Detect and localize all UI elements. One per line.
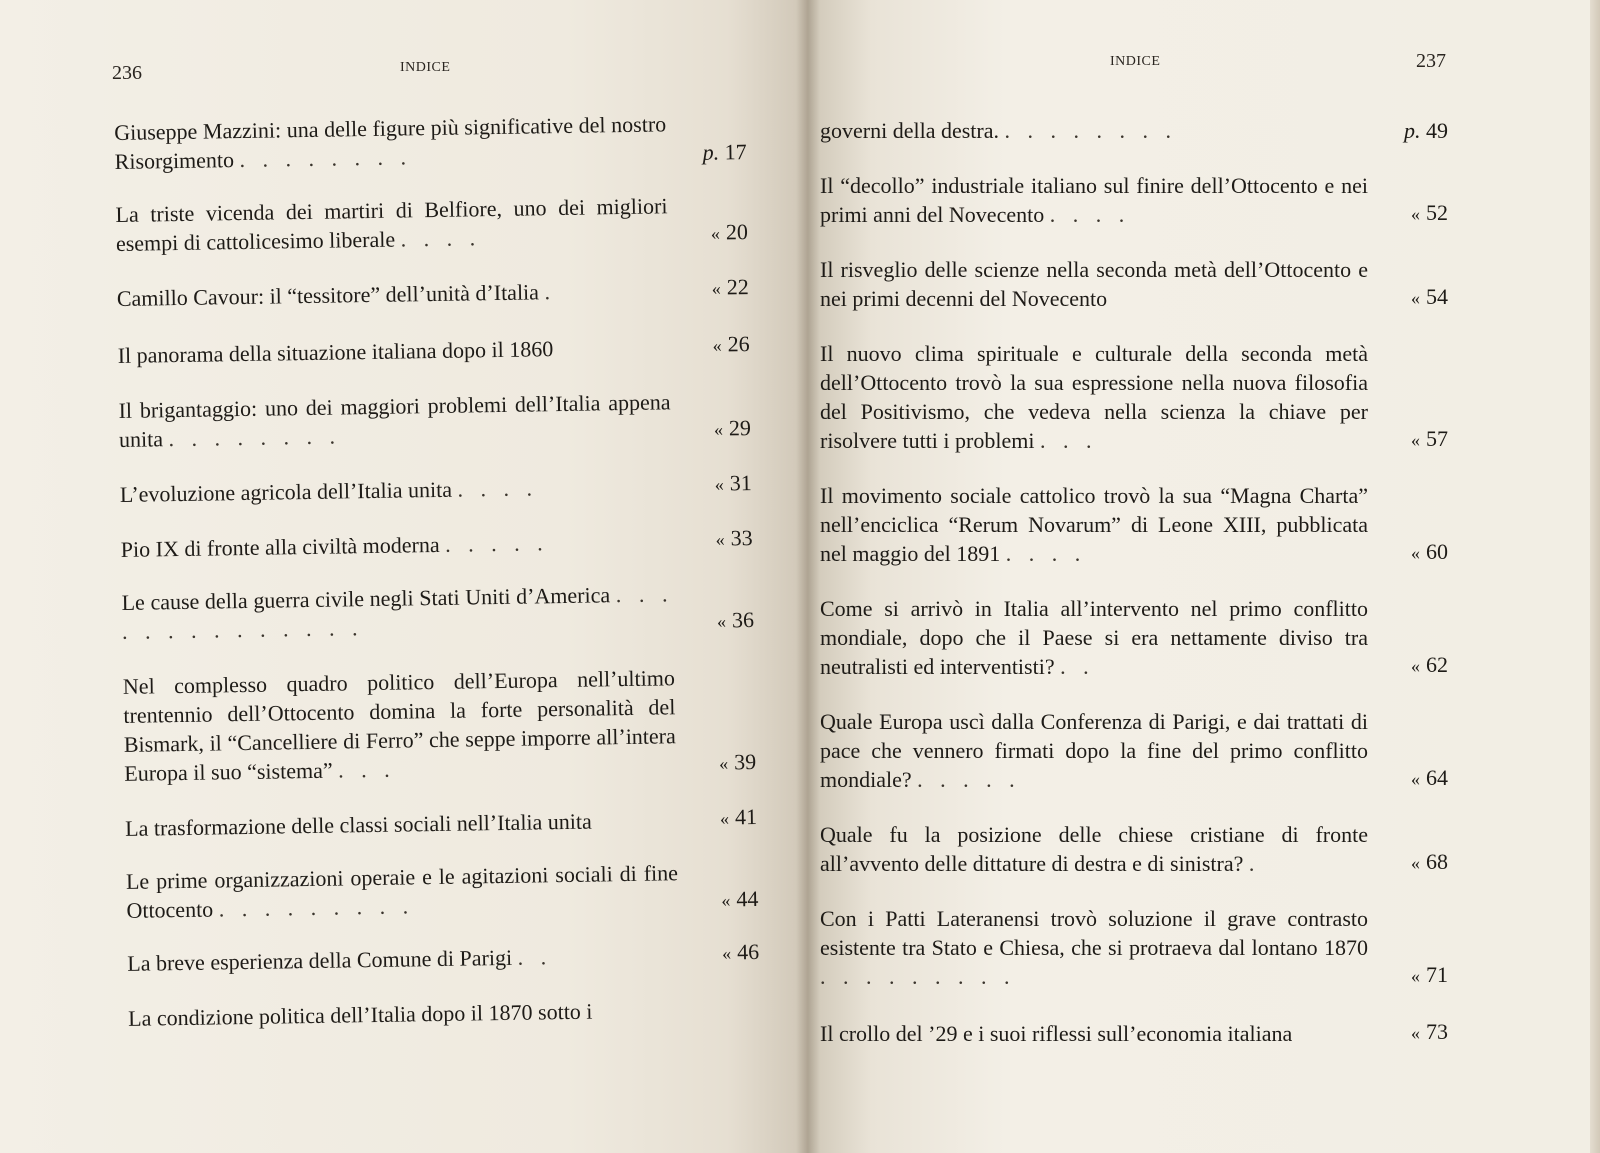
left-toc-list bbox=[114, 108, 760, 1033]
toc-entry: La breve esperienza della Comune di Parigi . . « 46 bbox=[127, 938, 760, 976]
toc-entry: Le prime organizzazioni operaie e le agitazioni sociali di fine Ottocento . . . . . . . . . « 44 bbox=[125, 860, 759, 923]
right-running-head: INDICE bbox=[1110, 54, 1161, 69]
page-edge bbox=[1590, 0, 1600, 1153]
toc-entry: Il nuovo clima spirituale e culturale della seconda metà dell’Ottocento trovò la sua espressione nella nuova filosofia del Positivismo, che vedeva nella scienza la chiave per risolvere tutti i problemi . . . « 57 bbox=[820, 341, 1448, 453]
toc-entry: Il movimento sociale cattolico trovò la sua “Magna Charta” nell’enciclica “Rerum Novarum” di Leone XIII, pubblicata nel maggio del 1891 . . . . « 60 bbox=[820, 483, 1448, 566]
left-running-head: INDICE bbox=[400, 60, 451, 75]
left-page-number: 236 bbox=[112, 62, 142, 84]
toc-entry: governi della destra. . . . . . . . . p. 49 bbox=[820, 118, 1448, 143]
toc-entry: Quale fu la posizione delle chiese cristiane di fronte all’avvento delle dittature di destra e di sinistra? . « 68 bbox=[820, 822, 1448, 876]
toc-entry: Pio IX di fronte alla civiltà moderna . . . . . « 33 bbox=[120, 525, 753, 562]
toc-entry: Il panorama della situazione italiana dopo il 1860 « 26 bbox=[117, 331, 750, 368]
toc-entry: Come si arrivò in Italia all’intervento nel primo conflitto mondiale, dopo che il Paese si era nettamente diviso tra neutralisti ed interventisti? . . « 62 bbox=[820, 596, 1448, 679]
toc-entry: L’evoluzione agricola dell’Italia unita . . . . « 31 bbox=[119, 470, 753, 507]
right-page-number: 237 bbox=[1416, 50, 1446, 72]
toc-entry: Il “decollo” industriale italiano sul finire dell’Ottocento e nei primi anni del Novecento . . . . « 52 bbox=[820, 173, 1448, 227]
toc-entry: Camillo Cavour: il “tessitore” dell’unità d’Italia . « 22 bbox=[116, 274, 749, 311]
right-toc-list bbox=[820, 116, 1448, 1048]
toc-entry: Il risveglio delle scienze nella seconda metà dell’Ottocento e nei primi decenni del Novecento « 54 bbox=[820, 257, 1448, 311]
toc-entry: La condizione politica dell’Italia dopo il 1870 sotto i bbox=[127, 998, 593, 1031]
toc-entry: La triste vicenda dei martiri di Belfiore, uno dei migliori esempi di cattolicesimo liberale . . . . « 20 bbox=[115, 193, 749, 256]
toc-entry: Il brigantaggio: uno dei maggiori problemi dell’Italia appena unita . . . . . . . . « 29 bbox=[118, 389, 752, 452]
toc-entry: Il crollo del ’29 e i suoi riflessi sull’economia italiana « 73 bbox=[820, 1019, 1448, 1046]
toc-entry: Nel complesso quadro politico dell’Europa nell’ultimo trentennio dell’Ottocento domina la forte personalità del Bismark, il “Cancelliere di Ferro” che seppe imporre all’intera Europa il suo “sistema” . . . « 39 bbox=[122, 665, 757, 786]
toc-entry: Quale Europa uscì dalla Conferenza di Parigi, e dai trattati di pace che vennero firmati dopo la fine del primo conflitto mondiale? . . . . . « 64 bbox=[820, 709, 1448, 792]
toc-entry: Con i Patti Lateranensi trovò soluzione il grave contrasto esistente tra Stato e Chiesa, che si protraeva dal lontano 1870 . . . . . . . . . « 71 bbox=[820, 906, 1448, 989]
toc-entry: Giuseppe Mazzini: una delle figure più significative del nostro Risorgimento . . . . . . . . p. 17 bbox=[114, 111, 747, 174]
book-gutter bbox=[796, 0, 820, 1153]
toc-entry: Le cause della guerra civile negli Stati Uniti d’America . . . . . . . . . . . . . . « 36 bbox=[121, 581, 755, 644]
right-page bbox=[808, 0, 1600, 1153]
toc-entry: La trasformazione delle classi sociali nell’Italia unita « 41 bbox=[124, 803, 758, 841]
